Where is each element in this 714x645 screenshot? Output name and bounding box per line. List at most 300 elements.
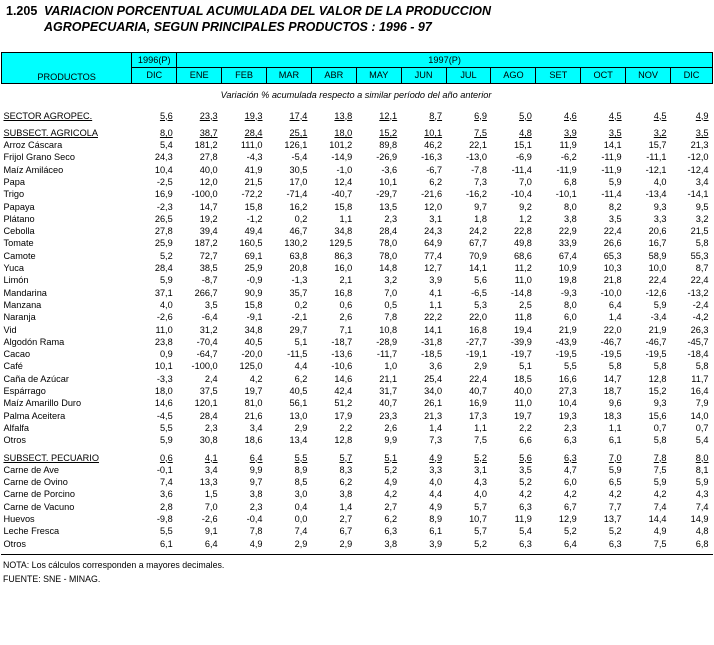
value-cell: -6,7: [426, 164, 443, 175]
month-header: JUL: [446, 68, 491, 84]
value-cell: 21,3: [690, 140, 709, 151]
value-cell: 14,1: [603, 140, 622, 151]
value-cell: 4,8: [519, 127, 532, 138]
value-cell: 13,4: [289, 435, 308, 446]
value-cell: 12,7: [424, 263, 443, 274]
value-cell: 63,8: [289, 250, 308, 261]
value-cell: -12,0: [687, 152, 709, 163]
value-cell: 4,9: [429, 501, 443, 512]
value-cell: 2,7: [384, 501, 398, 512]
month-header: MAR: [267, 68, 312, 84]
value-cell: 9,6: [608, 398, 622, 409]
value-cell: 14,6: [154, 398, 173, 409]
month-header: AGO: [491, 68, 536, 84]
table-row: [2, 410, 713, 422]
value-cell: 160,5: [239, 238, 263, 249]
value-cell: 16,9: [154, 189, 173, 200]
value-cell: 28,4: [199, 410, 218, 421]
value-cell: 40,5: [244, 336, 263, 347]
value-cell: 4,9: [429, 452, 443, 463]
value-cell: 22,9: [558, 226, 577, 237]
value-cell: 9,9: [384, 435, 398, 446]
value-cell: 11,9: [559, 140, 577, 151]
value-cell: 18,7: [603, 386, 622, 397]
value-cell: 4,5: [653, 110, 667, 121]
value-cell: 3,2: [653, 127, 667, 138]
value-cell: -2,3: [156, 201, 173, 212]
table-row: [2, 434, 713, 446]
value-cell: 22,2: [424, 312, 443, 323]
value-cell: -11,5: [287, 349, 308, 360]
value-cell: 6,3: [519, 501, 532, 512]
value-cell: 41,9: [244, 164, 263, 175]
value-cell: -46,7: [645, 336, 667, 347]
value-cell: 5,2: [474, 452, 487, 463]
value-cell: 19,7: [244, 386, 263, 397]
value-cell: 22,0: [603, 324, 622, 335]
value-cell: -0,9: [246, 275, 263, 286]
value-cell: 4,1: [429, 287, 443, 298]
value-cell: -10,6: [331, 361, 353, 372]
value-cell: -3,4: [650, 312, 667, 323]
value-cell: 12,8: [334, 435, 353, 446]
value-cell: 7,0: [204, 501, 218, 512]
value-cell: -18,4: [687, 349, 709, 360]
table-row: [2, 225, 713, 237]
value-cell: 25,9: [154, 238, 173, 249]
value-cell: 28,4: [154, 263, 173, 274]
value-cell: -45,7: [687, 336, 709, 347]
value-cell: 11,8: [514, 312, 532, 323]
value-cell: 2,2: [519, 422, 532, 433]
value-cell: -13,4: [645, 189, 667, 200]
footnote: NOTA: Los cálculos corresponden a mayores decimales.: [3, 560, 225, 570]
value-cell: 8,3: [339, 464, 353, 475]
value-cell: 0,7: [653, 422, 667, 433]
value-cell: 25,4: [424, 373, 443, 384]
value-cell: 4,4: [294, 361, 308, 372]
value-cell: 0,0: [294, 514, 308, 524]
value-cell: 3,8: [249, 489, 263, 500]
value-cell: 5,4: [159, 140, 173, 151]
value-cell: 6,0: [563, 477, 577, 488]
value-cell: 18,3: [603, 410, 622, 421]
value-cell: 6,3: [563, 435, 577, 446]
value-cell: 5,5: [159, 422, 173, 433]
value-cell: 7,8: [249, 526, 263, 537]
value-cell: 31,2: [199, 324, 218, 335]
value-cell: 21,5: [244, 176, 263, 187]
value-cell: 8,9: [429, 514, 443, 524]
value-cell: 7,8: [384, 312, 398, 323]
value-cell: -10,0: [600, 287, 622, 298]
value-cell: 56,1: [289, 398, 308, 409]
value-cell: 5,8: [653, 435, 667, 446]
month-header: NOV: [626, 68, 671, 84]
value-cell: 5,1: [384, 452, 398, 463]
value-cell: 0,2: [294, 213, 308, 224]
value-cell: 5,9: [159, 435, 173, 446]
table-row: [2, 176, 713, 188]
value-cell: 6,2: [384, 514, 398, 524]
value-cell: 0,5: [384, 299, 398, 310]
value-cell: 7,0: [384, 287, 398, 298]
product-name: Manzana: [3, 299, 42, 310]
value-cell: 10,7: [469, 514, 487, 524]
table-row: [2, 151, 713, 163]
value-cell: 0,9: [159, 349, 173, 360]
value-cell: 10,1: [154, 361, 173, 372]
year-1996-header: 1996(P): [132, 53, 177, 68]
table-row: [2, 262, 713, 274]
value-cell: 42,4: [334, 386, 353, 397]
value-cell: 21,8: [603, 275, 622, 286]
value-cell: 13,5: [379, 201, 398, 212]
value-cell: 16,9: [469, 398, 487, 409]
value-cell: 69,1: [244, 250, 263, 261]
value-cell: 5,9: [608, 176, 622, 187]
table-subtitle: Variación % acumulada respecto a similar período del año anterior: [220, 89, 492, 100]
value-cell: 4,9: [384, 477, 398, 488]
value-cell: 266,7: [194, 287, 218, 298]
value-cell: 21,5: [690, 226, 709, 237]
value-cell: 77,4: [424, 250, 443, 261]
product-name: Maíz Amiláceo: [3, 164, 64, 175]
table-row: [2, 188, 713, 200]
value-cell: 7,4: [653, 501, 667, 512]
value-cell: 5,5: [563, 361, 577, 372]
value-cell: 1,4: [429, 422, 443, 433]
value-cell: 30,5: [289, 164, 308, 175]
value-cell: 24,2: [469, 226, 487, 237]
value-cell: 6,6: [519, 435, 532, 446]
value-cell: -13,2: [687, 287, 709, 298]
value-cell: 18,5: [513, 373, 532, 384]
value-cell: 2,1: [339, 275, 353, 286]
table-body: [2, 84, 713, 550]
value-cell: 9,9: [249, 464, 263, 475]
value-cell: -0,1: [156, 464, 173, 475]
value-cell: 3,6: [429, 361, 443, 372]
value-cell: 5,7: [339, 452, 353, 463]
value-cell: 4,9: [695, 110, 709, 121]
value-cell: 12,4: [334, 176, 353, 187]
value-cell: 22,4: [469, 373, 487, 384]
value-cell: 22,4: [648, 275, 667, 286]
value-cell: 9,3: [653, 201, 667, 212]
value-cell: 2,3: [204, 422, 218, 433]
value-cell: -11,1: [646, 152, 667, 163]
value-cell: 5,7: [474, 526, 487, 537]
table-row: [2, 476, 713, 488]
value-cell: 8,7: [695, 263, 709, 274]
value-cell: 12,0: [199, 176, 218, 187]
value-cell: 23,3: [199, 110, 218, 121]
value-cell: 5,5: [159, 526, 173, 537]
value-cell: 7,0: [519, 176, 532, 187]
value-cell: 15,7: [648, 140, 667, 151]
value-cell: 17,9: [334, 410, 353, 421]
value-cell: 11,0: [155, 324, 173, 335]
value-cell: -29,7: [376, 189, 398, 200]
value-cell: 3,8: [384, 538, 398, 549]
value-cell: 4,0: [474, 489, 487, 500]
value-cell: 10,1: [379, 176, 398, 187]
value-cell: 5,8: [695, 238, 709, 249]
value-cell: 22,8: [513, 226, 532, 237]
value-cell: 10,0: [648, 263, 667, 274]
value-cell: -11,7: [376, 349, 398, 360]
value-cell: 1,0: [384, 361, 398, 372]
value-cell: 55,3: [690, 250, 709, 261]
value-cell: 5,9: [608, 464, 622, 475]
table-row: [2, 311, 713, 323]
value-cell: 3,8: [339, 489, 353, 500]
value-cell: 16,6: [558, 373, 577, 384]
value-cell: -3,3: [156, 373, 173, 384]
value-cell: 22,0: [469, 312, 487, 323]
value-cell: -19,5: [600, 349, 622, 360]
value-cell: 5,2: [474, 538, 487, 549]
value-cell: 4,0: [429, 477, 443, 488]
value-cell: 28,4: [379, 226, 398, 237]
value-cell: -6,2: [560, 152, 577, 163]
value-cell: 3,6: [159, 489, 173, 500]
value-cell: 26,6: [603, 238, 622, 249]
value-cell: -11,9: [556, 164, 577, 175]
product-name: Carne de Ave: [3, 464, 60, 475]
value-cell: -4,3: [246, 152, 263, 163]
table-row: [2, 139, 713, 151]
value-cell: 3,2: [384, 275, 398, 286]
value-cell: 14,4: [648, 514, 667, 524]
value-cell: 0,6: [159, 452, 173, 463]
value-cell: 21,9: [648, 324, 667, 335]
table-row: [2, 336, 713, 348]
value-cell: 9,5: [695, 201, 709, 212]
value-cell: 6,5: [608, 477, 622, 488]
value-cell: 78,0: [379, 238, 398, 249]
value-cell: -4,2: [692, 312, 709, 323]
value-cell: 70,9: [469, 250, 487, 261]
product-name: SUBSECT. AGRICOLA: [3, 127, 98, 138]
product-name: SECTOR AGROPEC.: [3, 110, 93, 121]
value-cell: 46,7: [289, 226, 308, 237]
value-cell: 27,8: [154, 226, 173, 237]
value-cell: 126,1: [284, 140, 308, 151]
product-name: Plátano: [3, 213, 35, 224]
value-cell: 12,0: [424, 201, 443, 212]
month-header: ABR: [311, 68, 356, 84]
value-cell: -3,6: [381, 164, 398, 175]
value-cell: 2,8: [159, 501, 173, 512]
value-cell: 16,2: [289, 201, 308, 212]
value-cell: 25,1: [289, 127, 308, 138]
value-cell: 6,4: [204, 538, 218, 549]
product-name: Algodón Rama: [3, 336, 65, 347]
value-cell: -18,7: [331, 336, 353, 347]
value-cell: 18,0: [334, 127, 353, 138]
value-cell: 1,2: [519, 213, 532, 224]
value-cell: 15,8: [244, 299, 263, 310]
product-name: Maíz Amarillo Duro: [3, 398, 82, 409]
value-cell: 5,4: [695, 435, 709, 446]
value-cell: 40,0: [513, 386, 532, 397]
table-number: 1.205: [6, 4, 38, 18]
value-cell: 19,8: [558, 275, 577, 286]
value-cell: -11,9: [601, 152, 622, 163]
value-cell: 7,5: [474, 435, 487, 446]
products-column-header: PRODUCTOS: [2, 53, 132, 84]
value-cell: -2,5: [156, 176, 173, 187]
value-cell: 7,3: [429, 435, 443, 446]
value-cell: -21,6: [421, 189, 443, 200]
value-cell: -9,1: [246, 312, 263, 323]
value-cell: 9,7: [474, 201, 487, 212]
value-cell: 14,9: [690, 514, 709, 524]
value-cell: -12,4: [687, 164, 709, 175]
value-cell: 6,7: [339, 526, 353, 537]
value-cell: 8,0: [563, 201, 577, 212]
value-cell: -2,1: [291, 312, 308, 323]
value-cell: 125,0: [239, 361, 263, 372]
product-name: Tomate: [3, 238, 34, 249]
value-cell: 0,7: [695, 422, 709, 433]
value-cell: 49,4: [244, 226, 263, 237]
value-cell: -40,7: [331, 189, 353, 200]
value-cell: 16,8: [334, 287, 353, 298]
value-cell: 187,2: [194, 238, 218, 249]
title-line-1: VARIACION PORCENTUAL ACUMULADA DEL VALOR DE LA PRODUCCION: [44, 4, 491, 18]
value-cell: -100,0: [191, 361, 218, 372]
value-cell: -9,8: [156, 514, 173, 524]
value-cell: 1,1: [474, 422, 487, 433]
value-cell: 17,4: [289, 110, 308, 121]
value-cell: 3,9: [429, 275, 443, 286]
value-cell: 23,8: [154, 336, 173, 347]
value-cell: -71,4: [286, 189, 308, 200]
value-cell: 1,1: [339, 213, 353, 224]
value-cell: 28,4: [244, 127, 263, 138]
value-cell: -11,4: [511, 164, 532, 175]
value-cell: 4,2: [249, 373, 263, 384]
value-cell: 17,0: [289, 176, 308, 187]
table-row: [2, 464, 713, 476]
value-cell: 8,1: [695, 464, 709, 475]
value-cell: -64,7: [196, 349, 218, 360]
product-name: Mandarina: [3, 287, 47, 298]
value-cell: 120,1: [194, 398, 218, 409]
value-cell: 21,6: [244, 410, 263, 421]
table-row: [2, 237, 713, 249]
value-cell: 3,9: [429, 538, 443, 549]
value-cell: 5,6: [474, 275, 487, 286]
value-cell: 1,5: [204, 489, 218, 500]
value-cell: 67,4: [558, 250, 577, 261]
value-cell: 2,4: [204, 373, 218, 384]
value-cell: 5,2: [159, 250, 173, 261]
table-row: [2, 106, 713, 122]
value-cell: 64,9: [424, 238, 443, 249]
value-cell: 3,3: [429, 464, 443, 475]
value-cell: 5,2: [519, 477, 532, 488]
value-cell: 6,9: [474, 110, 487, 121]
value-cell: 11,9: [514, 514, 532, 524]
value-cell: 5,4: [519, 526, 532, 537]
table-row: [2, 488, 713, 500]
value-cell: 5,3: [474, 299, 487, 310]
table-row: [2, 324, 713, 336]
value-cell: 51,2: [334, 398, 353, 409]
value-cell: 129,5: [329, 238, 353, 249]
value-cell: 6,1: [608, 435, 622, 446]
product-name: Limón: [3, 275, 29, 286]
value-cell: 5,9: [159, 275, 173, 286]
value-cell: -6,5: [471, 287, 487, 298]
value-cell: 14,7: [199, 201, 218, 212]
value-cell: 10,3: [603, 263, 622, 274]
value-cell: 5,0: [519, 110, 532, 121]
value-cell: 15,8: [244, 201, 263, 212]
value-cell: 2,6: [339, 312, 353, 323]
value-cell: -13,6: [331, 349, 353, 360]
product-name: Carne de Porcino: [3, 489, 75, 500]
value-cell: 8,7: [429, 110, 443, 121]
table-row: [2, 373, 713, 385]
value-cell: 1,8: [474, 213, 487, 224]
value-cell: 11,2: [514, 263, 532, 274]
value-cell: -46,7: [600, 336, 622, 347]
value-cell: 4,2: [653, 489, 667, 500]
value-cell: -1,3: [291, 275, 308, 286]
value-cell: 14,6: [334, 373, 353, 384]
value-cell: 2,9: [339, 538, 353, 549]
value-cell: 6,1: [159, 538, 173, 549]
product-name: Carne de Vacuno: [3, 501, 75, 512]
value-cell: 8,0: [695, 452, 709, 463]
value-cell: 0,6: [339, 299, 353, 310]
value-cell: 3,5: [519, 464, 532, 475]
value-cell: 10,4: [558, 398, 577, 409]
value-cell: 16,0: [334, 263, 353, 274]
month-header: MAY: [356, 68, 401, 84]
value-cell: 4,0: [653, 176, 667, 187]
value-cell: 6,3: [608, 538, 622, 549]
value-cell: 65,3: [603, 250, 622, 261]
value-cell: 5,5: [294, 452, 308, 463]
value-cell: 13,0: [289, 410, 308, 421]
value-cell: 6,2: [294, 373, 308, 384]
table-row: [2, 422, 713, 434]
value-cell: 4,3: [695, 489, 709, 500]
value-cell: 3,4: [695, 176, 709, 187]
value-cell: 7,8: [653, 452, 667, 463]
value-cell: 5,8: [695, 361, 709, 372]
month-header: SET: [536, 68, 581, 84]
value-cell: 10,8: [379, 324, 398, 335]
table-row: [2, 513, 713, 525]
value-cell: 4,9: [653, 526, 667, 537]
month-header: DIC: [132, 68, 177, 84]
table-row: [2, 452, 713, 464]
value-cell: 7,5: [474, 127, 487, 138]
value-cell: -43,9: [555, 336, 577, 347]
value-cell: 6,3: [384, 526, 398, 537]
value-cell: 2,7: [339, 514, 353, 524]
value-cell: 3,2: [695, 213, 709, 224]
product-name: Vid: [3, 324, 17, 335]
value-cell: 16,4: [690, 386, 709, 397]
